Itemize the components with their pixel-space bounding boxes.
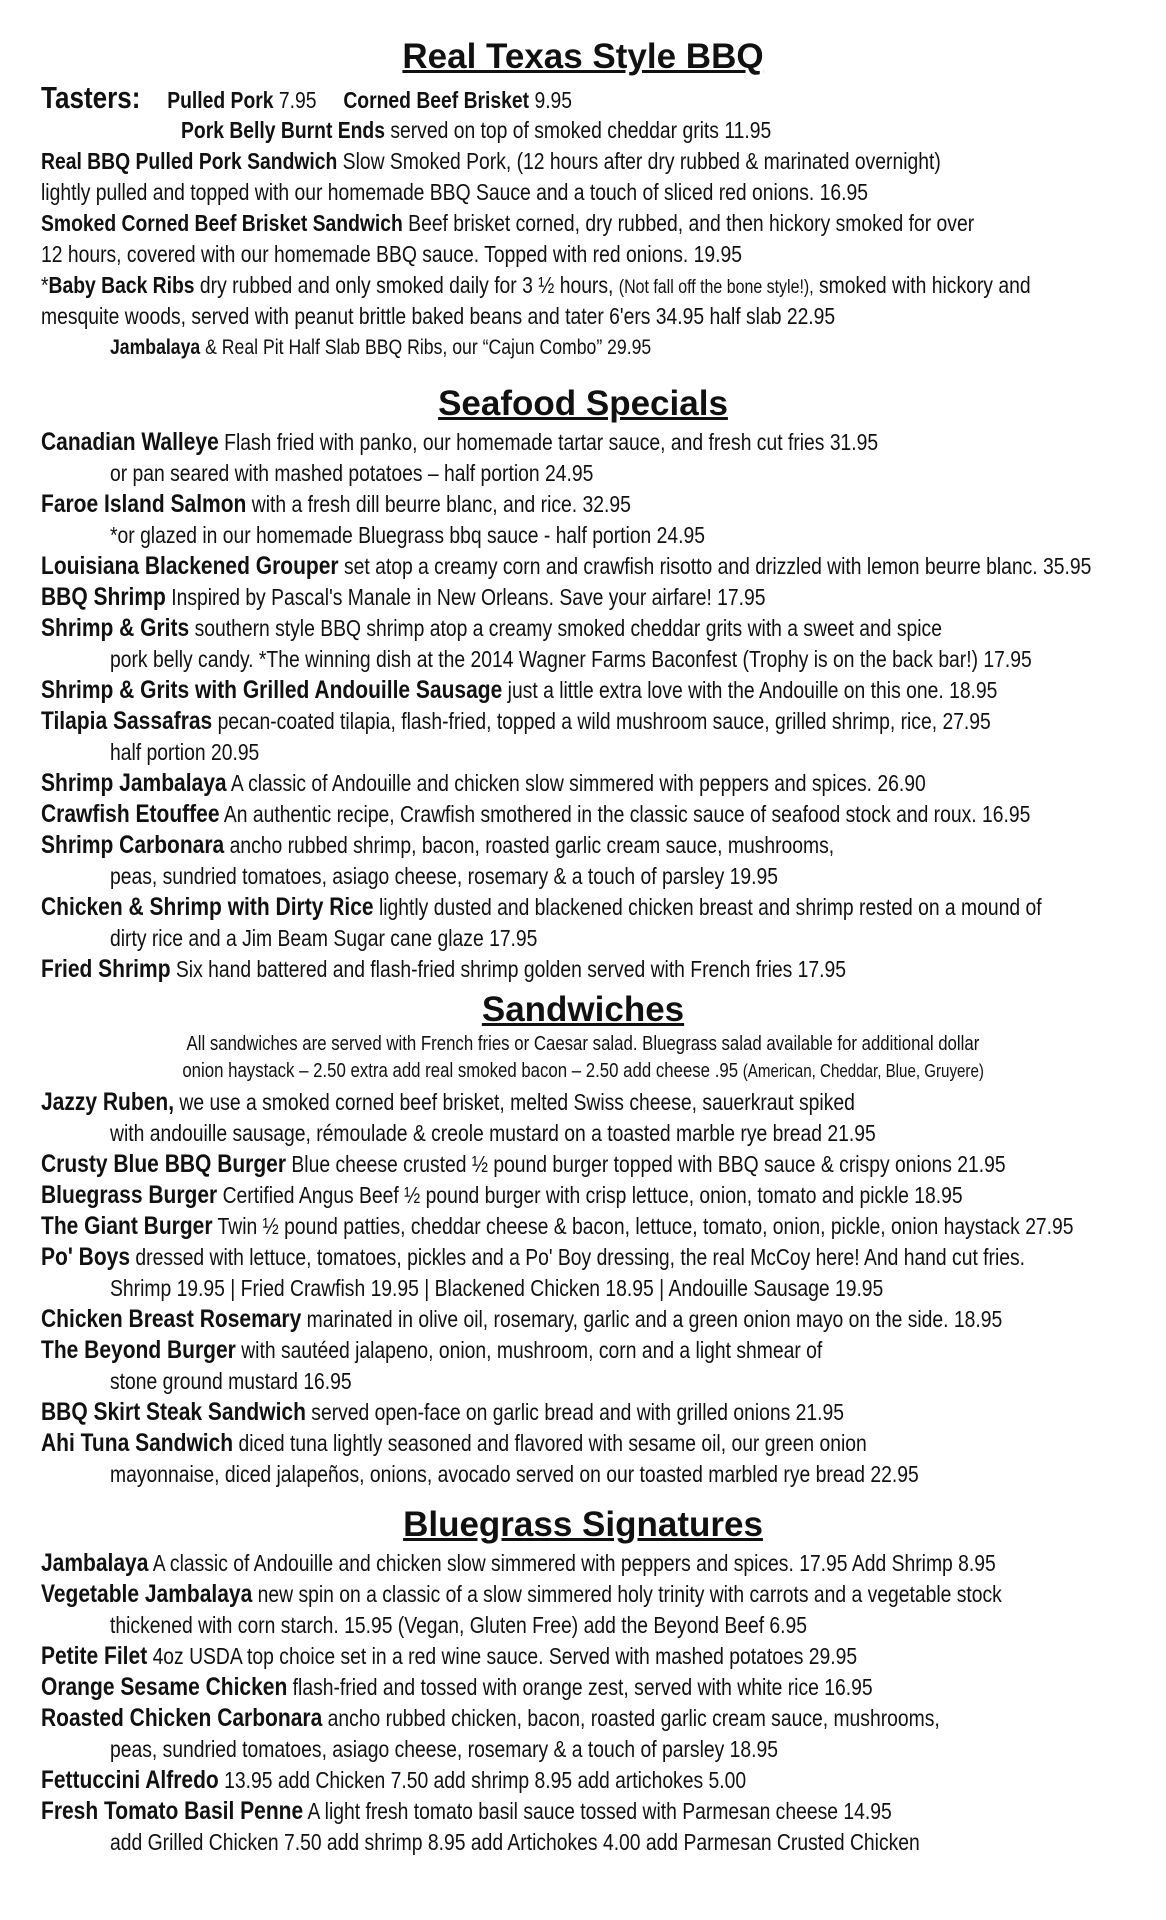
sandwich-item-cont: with andouille sausage, rémoulade & creole mustard on a toasted marble rye bread 21.95 [110, 1120, 876, 1146]
sandwich-list [41, 1087, 1141, 1490]
seafood-item-cont: pork belly candy. *The winning dish at the 2014 Wagner Farms Baconfest (Trophy is on the back bar!) 17.95 [110, 646, 1032, 672]
sandwich-item-name: Po' Boys [41, 1243, 131, 1271]
seafood-item [41, 706, 1141, 737]
seafood-item-name: Shrimp Jambalaya [41, 769, 227, 797]
sandwich-item-name: Chicken Breast Rosemary [41, 1305, 302, 1333]
sandwich-item [41, 1397, 1141, 1428]
signature-item-desc: new spin on a classic of a slow simmered holy trinity with carrots and a vegetable stock [257, 1581, 1002, 1607]
seafood-item-cont: peas, sundried tomatoes, asiago cheese, rosemary & a touch of parsley 19.95 [110, 863, 779, 889]
combo-desc: & Real Pit Half Slab BBQ Ribs, our “Cajun Combo” 29.95 [205, 336, 652, 359]
signature-list [41, 1548, 1141, 1858]
ribs-name: Baby Back Ribs [48, 272, 195, 298]
signature-item [41, 1579, 1141, 1610]
sandwich-item [41, 1304, 1141, 1335]
burnt-ends-name: Pork Belly Burnt Ends [181, 117, 385, 143]
seafood-item-cont: dirty rice and a Jim Beam Sugar cane glaze 17.95 [110, 925, 538, 951]
pulled-sandwich-desc: Slow Smoked Pork, (12 hours after dry rubbed & marinated overnight) [342, 148, 941, 174]
signature-item-name: Jambalaya [41, 1549, 149, 1577]
combo-row [41, 332, 1141, 363]
corned-beef-price: 9.95 [534, 87, 573, 113]
sandwich-item-cont: stone ground mustard 16.95 [110, 1368, 352, 1394]
sandwich-item-name: Bluegrass Burger [41, 1181, 218, 1209]
brisket-sandwich-cont: 12 hours, covered with our homemade BBQ sauce. Topped with red onions. 19.95 [41, 241, 742, 267]
sandwich-item-desc: with sautéed jalapeno, onion, mushroom, corn and a light shmear of [241, 1337, 823, 1363]
seafood-item-desc: set atop a creamy corn and crawfish risotto and drizzled with lemon beurre blanc. 35.95 [343, 553, 1092, 579]
sandwich-item-desc: marinated in olive oil, rosemary, garlic and a green onion mayo on the side. 18.95 [306, 1306, 1003, 1332]
signature-item-cont: peas, sundried tomatoes, asiago cheese, rosemary & a touch of parsley 18.95 [110, 1736, 779, 1762]
signature-item-desc: A light fresh tomato basil sauce tossed with Parmesan cheese 14.95 [307, 1798, 892, 1824]
signature-item [41, 1703, 1141, 1734]
seafood-item-desc: An authentic recipe, Crawfish smothered in the classic sauce of seafood stock and roux. 16.95 [223, 801, 1031, 827]
seafood-list [41, 427, 1141, 985]
sandwich-item-cont: Shrimp 19.95 | Fried Crawfish 19.95 | Blackened Chicken 18.95 | Andouille Sausage 19.95 [110, 1275, 884, 1301]
signature-item-name: Fettuccini Alfredo [41, 1766, 219, 1794]
sandwich-item-name: Ahi Tuna Sandwich [41, 1429, 234, 1457]
brisket-sandwich-name: Smoked Corned Beef Brisket Sandwich [41, 210, 403, 236]
seafood-item-name: Chicken & Shrimp with Dirty Rice [41, 893, 374, 921]
signature-item-name: Roasted Chicken Carbonara [41, 1704, 323, 1732]
seafood-item-name: Louisiana Blackened Grouper [41, 552, 339, 580]
seafood-item-desc: A classic of Andouille and chicken slow simmered with peppers and spices. 26.90 [230, 770, 926, 796]
sandwich-item-desc: we use a smoked corned beef brisket, melted Swiss cheese, sauerkraut spiked [179, 1089, 855, 1115]
seafood-item-cont: or pan seared with mashed potatoes – half portion 24.95 [110, 460, 594, 486]
signature-item-desc: ancho rubbed chicken, bacon, roasted garlic cream sauce, mushrooms, [327, 1705, 940, 1731]
signature-item [41, 1765, 1141, 1796]
seafood-item-name: Fried Shrimp [41, 955, 171, 983]
sandwich-item [41, 1180, 1141, 1211]
signature-item-name: Petite Filet [41, 1642, 148, 1670]
sandwich-item [41, 1428, 1141, 1459]
seafood-item [41, 799, 1141, 830]
sandwich-item-name: The Giant Burger [41, 1212, 213, 1240]
bbq-heading: Real Texas Style BBQ [402, 37, 764, 76]
seafood-item-name: Tilapia Sassafras [41, 707, 213, 735]
signatures-heading: Bluegrass Signatures [403, 1505, 763, 1544]
seafood-item-cont: half portion 20.95 [110, 739, 260, 765]
sandwich-item-desc: diced tuna lightly seasoned and flavored with sesame oil, our green onion [238, 1430, 867, 1456]
sandwich-item [41, 1087, 1141, 1118]
corned-beef-name: Corned Beef Brisket [343, 87, 530, 113]
seafood-item-name: Shrimp & Grits [41, 614, 190, 642]
sandwich-item-desc: Blue cheese crusted ½ pound burger topped with BBQ sauce & crispy onions 21.95 [291, 1151, 1006, 1177]
pulled-pork-price: 7.95 [278, 87, 317, 113]
sandwich-item-name: Jazzy Ruben, [41, 1088, 175, 1116]
brisket-sandwich-desc: Beef brisket corned, dry rubbed, and then hickory smoked for over [408, 210, 975, 236]
seafood-item [41, 582, 1141, 613]
seafood-item [41, 954, 1141, 985]
signature-item-cont: thickened with corn starch. 15.95 (Vegan, Gluten Free) add the Beyond Beef 6.95 [110, 1612, 808, 1638]
tasters-label: Tasters: [41, 80, 141, 115]
sandwich-item [41, 1211, 1141, 1242]
seafood-item [41, 892, 1141, 923]
sandwich-item [41, 1149, 1141, 1180]
menu-page [41, 36, 1141, 1858]
burnt-ends-row [41, 115, 1141, 146]
combo-name: Jambalaya [110, 336, 201, 359]
seafood-item-name: Shrimp Carbonara [41, 831, 225, 859]
signature-item [41, 1796, 1141, 1827]
seafood-item-name: BBQ Shrimp [41, 583, 166, 611]
seafood-item [41, 551, 1141, 582]
seafood-item-name: Crawfish Etouffee [41, 800, 220, 828]
sandwich-item [41, 1242, 1141, 1273]
seafood-item-desc: Inspired by Pascal's Manale in New Orleans. Save your airfare! 17.95 [171, 584, 766, 610]
signature-item [41, 1672, 1141, 1703]
sandwich-item-name: BBQ Skirt Steak Sandwich [41, 1398, 306, 1426]
sandwich-item-cont: mayonnaise, diced jalapeños, onions, avocado served on our toasted marbled rye bread 22.95 [110, 1461, 919, 1487]
signature-item-name: Vegetable Jambalaya [41, 1580, 253, 1608]
ribs-star: * [41, 272, 49, 298]
signature-item-cont: add Grilled Chicken 7.50 add shrimp 8.95 add Artichokes 4.00 add Parmesan Crusted Chicken [110, 1829, 920, 1855]
sandwich-item-name: Crusty Blue BBQ Burger [41, 1150, 287, 1178]
seafood-item-name: Canadian Walleye [41, 428, 219, 456]
seafood-item-desc: Flash fried with panko, our homemade tartar sauce, and fresh cut fries 31.95 [224, 429, 879, 455]
sandwich-item-name: The Beyond Burger [41, 1336, 236, 1364]
seafood-item-desc: Six hand battered and flash-fried shrimp golden served with French fries 17.95 [175, 956, 847, 982]
pulled-sandwich-row [41, 146, 1141, 177]
seafood-item-desc: pecan-coated tilapia, flash-fried, topped a wild mushroom sauce, grilled shrimp, rice, 27.95 [217, 708, 991, 734]
seafood-heading: Seafood Specials [438, 384, 728, 423]
ribs-row: *Baby Back Ribs dry rubbed and only smoked daily for 3 ½ hours, (Not fall off the bone style!), smoked with hickory and [41, 272, 1031, 298]
seafood-item [41, 613, 1141, 644]
sandwich-extras: onion haystack – 2.50 extra add real smoked bacon – 2.50 add cheese .95 (American, Cheddar, Blue, Gruyere) [182, 1060, 984, 1082]
sandwich-item [41, 1335, 1141, 1366]
signature-item-name: Fresh Tomato Basil Penne [41, 1797, 304, 1825]
pulled-pork-name: Pulled Pork [167, 87, 274, 113]
seafood-item [41, 768, 1141, 799]
seafood-item-cont: *or glazed in our homemade Bluegrass bbq sauce - half portion 24.95 [110, 522, 705, 548]
seafood-item-desc: southern style BBQ shrimp atop a creamy smoked cheddar grits with a sweet and spice [194, 615, 942, 641]
seafood-item [41, 427, 1141, 458]
sandwich-item-desc: Certified Angus Beef ½ pound burger with crisp lettuce, onion, tomato and pickle 18.95 [222, 1182, 963, 1208]
signature-item [41, 1641, 1141, 1672]
sandwich-item-desc: dressed with lettuce, tomatoes, pickles and a Po' Boy dressing, the real McCoy here! And hand cut fries. [135, 1244, 1026, 1270]
seafood-item [41, 830, 1141, 861]
pulled-sandwich-name: Real BBQ Pulled Pork Sandwich [41, 148, 338, 174]
tasters-row [41, 81, 1141, 115]
pulled-sandwich-cont: lightly pulled and topped with our homemade BBQ Sauce and a touch of sliced red onions. 16.95 [41, 179, 869, 205]
seafood-item [41, 489, 1141, 520]
seafood-item-desc: ancho rubbed shrimp, bacon, roasted garlic cream sauce, mushrooms, [229, 832, 835, 858]
sandwich-item-desc: Twin ½ pound patties, cheddar cheese & bacon, lettuce, tomato, onion, pickle, onion haystack 27.95 [217, 1213, 1074, 1239]
signature-item-name: Orange Sesame Chicken [41, 1673, 288, 1701]
sandwich-note: All sandwiches are served with French fries or Caesar salad. Bluegrass salad available for additional dollar [186, 1033, 980, 1055]
seafood-item-desc: with a fresh dill beurre blanc, and rice. 32.95 [251, 491, 631, 517]
sandwich-item-desc: served open-face on garlic bread and with grilled onions 21.95 [311, 1399, 845, 1425]
brisket-sandwich-row [41, 208, 1141, 239]
sandwiches-heading: Sandwiches [481, 990, 685, 1029]
signature-item [41, 1548, 1141, 1579]
ribs-cont: mesquite woods, served with peanut brittle baked beans and tater 6'ers 34.95 half slab 22.95 [41, 303, 836, 329]
signature-item-desc: flash-fried and tossed with orange zest, served with white rice 16.95 [292, 1674, 873, 1700]
burnt-ends-desc: served on top of smoked cheddar grits 11.95 [390, 117, 772, 143]
seafood-item-name: Shrimp & Grits with Grilled Andouille Sausage [41, 676, 503, 704]
seafood-item [41, 675, 1141, 706]
signature-item-desc: 4oz USDA top choice set in a red wine sauce. Served with mashed potatoes 29.95 [152, 1643, 858, 1669]
signature-item-desc: 13.95 add Chicken 7.50 add shrimp 8.95 add artichokes 5.00 [224, 1767, 747, 1793]
signature-item-desc: A classic of Andouille and chicken slow simmered with peppers and spices. 17.95 Add Shrimp 8.95 [152, 1550, 996, 1576]
seafood-item-desc: just a little extra love with the Andouille on this one. 18.95 [507, 677, 998, 703]
seafood-item-name: Faroe Island Salmon [41, 490, 247, 518]
seafood-item-desc: lightly dusted and blackened chicken breast and shrimp rested on a mound of [378, 894, 1042, 920]
